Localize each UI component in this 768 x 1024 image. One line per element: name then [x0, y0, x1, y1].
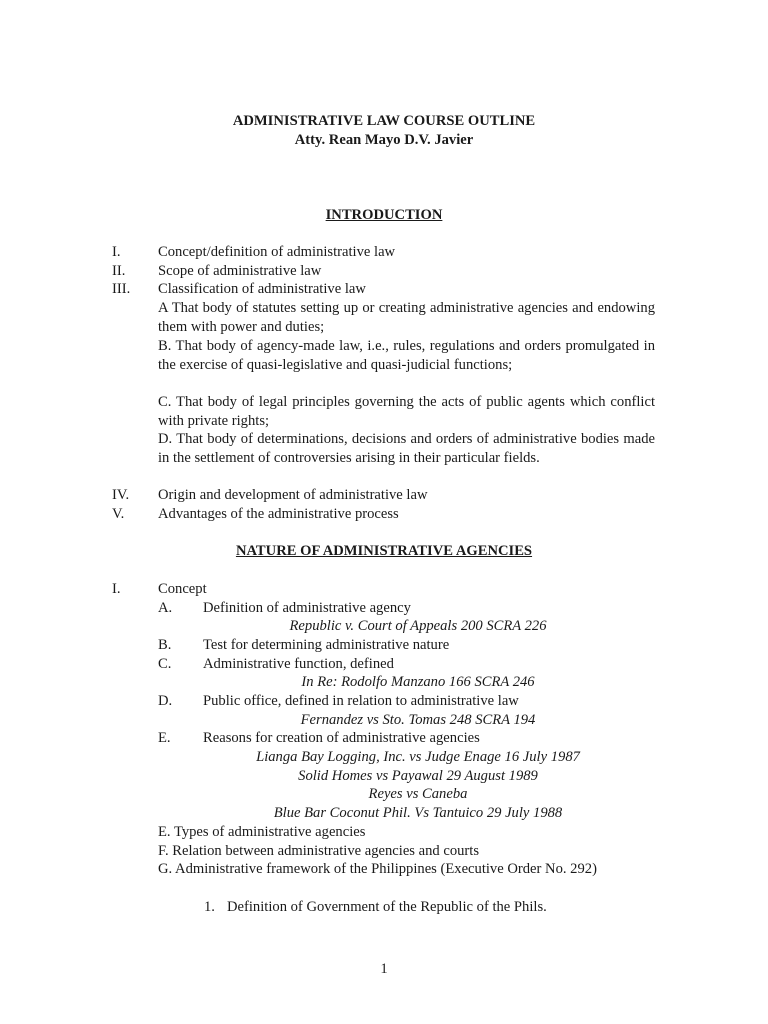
case-citation: Reyes vs Caneba: [368, 786, 468, 802]
subitem-e-text: Reasons for creation of administrative agencies: [203, 730, 480, 746]
subitem-d-letter: D.: [158, 693, 173, 709]
nature-heading: NATURE OF ADMINISTRATIVE AGENCIES: [235, 543, 533, 559]
case-citation: Fernandez vs Sto. Tomas 248 SCRA 194: [300, 712, 536, 728]
subitem-b-letter: B.: [158, 637, 172, 653]
intro-item-5-text: Advantages of the administrative process: [158, 506, 399, 522]
case-citation: Blue Bar Coconut Phil. Vs Tantuico 29 July 1988: [273, 805, 563, 821]
relation-item: F. Relation between administrative agencies and courts: [158, 843, 480, 859]
case-citation: Republic v. Court of Appeals 200 SCRA 226: [289, 618, 547, 634]
intro-item-4-number: IV.: [112, 487, 130, 503]
subitem-c-letter: C.: [158, 656, 172, 672]
introduction-heading: INTRODUCTION: [325, 207, 443, 223]
subitem-b-text: Test for determining administrative nature: [203, 637, 450, 653]
intro-item-3-number: III.: [112, 281, 131, 297]
nature-section-number: I.: [112, 581, 121, 597]
subitem-c-text: Administrative function, defined: [203, 656, 394, 672]
classification-c: C. That body of legal principles governing the acts of public agents which conflict with private rights;: [158, 394, 655, 429]
intro-item-2-text: Scope of administrative law: [158, 263, 322, 279]
framework-sub-number: 1.: [204, 899, 215, 915]
subitem-e-letter: E.: [158, 730, 171, 746]
intro-item-4-text: Origin and development of administrative law: [158, 487, 428, 503]
classification-a: A That body of statutes setting up or creating administrative agencies and endowing them with power and duties;: [158, 300, 655, 335]
framework-sub-text: Definition of Government of the Republic of the Phils.: [227, 899, 547, 915]
intro-item-1-text: Concept/definition of administrative law: [158, 244, 396, 260]
intro-item-5-number: V.: [112, 506, 125, 522]
intro-item-3-text: Classification of administrative law: [158, 281, 366, 297]
subitem-a-text: Definition of administrative agency: [203, 600, 411, 616]
subitem-a-letter: A.: [158, 600, 173, 616]
classification-d: D. That body of determinations, decisions and orders of administrative bodies made in the settlement of controversies arising in their particular fields.: [158, 431, 655, 466]
page-number: 1: [380, 961, 388, 977]
case-citation: In Re: Rodolfo Manzano 166 SCRA 246: [301, 674, 535, 690]
subitem-d-text: Public office, defined in relation to administrative law: [203, 693, 519, 709]
case-citation: Solid Homes vs Payawal 29 August 1989: [298, 768, 538, 784]
framework-item: G. Administrative framework of the Philippines (Executive Order No. 292): [158, 861, 597, 877]
nature-section-title: Concept: [158, 581, 207, 597]
intro-item-2-number: II.: [112, 263, 126, 279]
case-citation: Lianga Bay Logging, Inc. vs Judge Enage 16 July 1987: [256, 749, 580, 765]
document-title: ADMINISTRATIVE LAW COURSE OUTLINE: [232, 113, 536, 129]
classification-b: B. That body of agency-made law, i.e., rules, regulations and orders promulgated in the exercise of quasi-legislative and quasi-judicial functions;: [158, 338, 655, 373]
document-author: Atty. Rean Mayo D.V. Javier: [294, 132, 474, 148]
intro-item-1-number: I.: [112, 244, 121, 260]
types-item: E. Types of administrative agencies: [158, 824, 366, 840]
